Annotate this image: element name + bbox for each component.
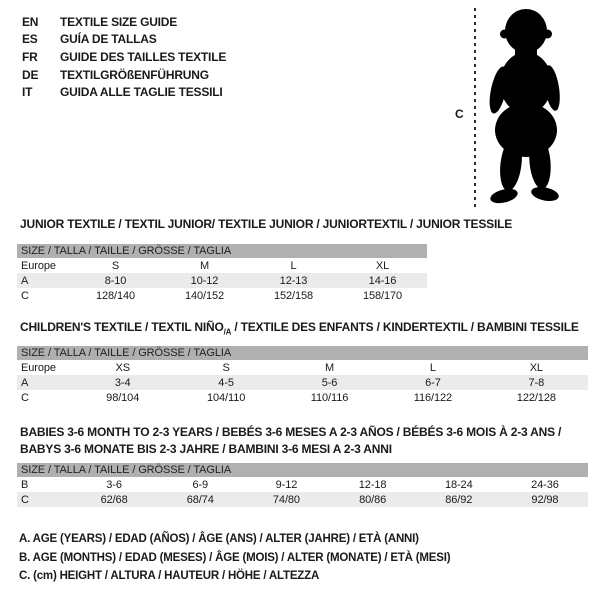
children-size-table bbox=[17, 346, 588, 405]
junior-size-table bbox=[17, 244, 427, 303]
months-value: 9-12 bbox=[275, 478, 298, 491]
row-label: A bbox=[21, 274, 29, 287]
size-column: S bbox=[111, 259, 120, 272]
height-value: 104/110 bbox=[206, 391, 246, 404]
size-column: XL bbox=[529, 361, 543, 374]
table-row-height bbox=[17, 288, 427, 303]
row-label: A bbox=[21, 376, 29, 389]
children-section-heading bbox=[20, 320, 579, 336]
language-row-fr bbox=[22, 48, 226, 66]
height-value: 122/128 bbox=[516, 391, 556, 404]
size-column: M bbox=[199, 259, 210, 272]
size-column: S bbox=[222, 361, 230, 374]
table-row-age bbox=[17, 273, 427, 288]
language-code: IT bbox=[22, 85, 33, 100]
language-code: EN bbox=[22, 14, 39, 29]
guide-title: GUIDE DES TAILLES TEXTILE bbox=[60, 49, 227, 64]
row-label: C bbox=[21, 493, 29, 506]
language-row-es bbox=[22, 31, 226, 49]
language-row-it bbox=[22, 83, 226, 101]
table-row-age bbox=[17, 375, 588, 390]
size-column: M bbox=[324, 361, 335, 374]
height-value: 68/74 bbox=[186, 493, 214, 506]
children-heading-post: / TEXTILE DES ENFANTS / KINDERTEXTIL / BAMBINI TESSILE bbox=[231, 320, 579, 334]
language-code: DE bbox=[22, 67, 39, 82]
language-title-list bbox=[22, 13, 226, 101]
height-value: 92/98 bbox=[531, 493, 559, 506]
height-measure-label: C bbox=[455, 107, 464, 121]
guide-title: TEXTILGRÖßENFÜHRUNG bbox=[60, 67, 209, 82]
guide-title: TEXTILE SIZE GUIDE bbox=[60, 14, 178, 29]
months-value: 6-9 bbox=[192, 478, 209, 491]
babies-size-table bbox=[17, 463, 588, 507]
height-value: 128/140 bbox=[95, 289, 136, 302]
age-value: 7-8 bbox=[528, 376, 545, 389]
height-value: 110/116 bbox=[310, 391, 349, 404]
age-value: 4-5 bbox=[218, 376, 234, 389]
table-row-height bbox=[17, 390, 588, 405]
height-value: 80/86 bbox=[359, 493, 387, 506]
age-value: 6-7 bbox=[425, 376, 441, 389]
size-column: L bbox=[429, 361, 436, 374]
height-value: 152/158 bbox=[273, 289, 314, 302]
height-dotted-line bbox=[474, 8, 476, 208]
height-value: 74/80 bbox=[272, 493, 300, 506]
height-value: 140/152 bbox=[184, 289, 225, 302]
size-column: XL bbox=[375, 259, 390, 272]
children-heading-sub: /A bbox=[223, 327, 232, 337]
language-row-en bbox=[22, 13, 226, 31]
size-column: L bbox=[290, 259, 297, 272]
size-header-bar: SIZE / TALLA / TAILLE / GRÖSSE / TAGLIA bbox=[17, 463, 588, 477]
language-code: ES bbox=[22, 32, 38, 47]
height-value: 62/68 bbox=[100, 493, 128, 506]
baby-silhouette-icon bbox=[482, 6, 568, 206]
babies-heading-line2: BABYS 3-6 MONATE BIS 2-3 JAHRE / BAMBINI 3-6 MESI A 2-3 ANNI bbox=[20, 441, 392, 456]
months-value: 24-36 bbox=[531, 478, 559, 491]
guide-title: GUIDA ALLE TAGLIE TESSILI bbox=[60, 85, 223, 100]
table-row-months bbox=[17, 477, 588, 492]
months-value: 12-18 bbox=[358, 478, 387, 491]
height-value: 86/92 bbox=[445, 493, 473, 506]
children-heading-pre: CHILDREN'S TEXTILE / TEXTIL NIÑO bbox=[20, 320, 224, 334]
age-value: 3-4 bbox=[114, 376, 131, 389]
footnote-age-years: A. AGE (YEARS) / EDAD (AÑOS) / ÂGE (ANS) / ALTER (JAHRE) / ETÀ (ANNI) bbox=[19, 533, 419, 545]
footnote-height-cm: C. (cm) HEIGHT / ALTURA / HAUTEUR / HÖHE / ALTEZZA bbox=[19, 570, 320, 583]
table-row-columns bbox=[17, 258, 427, 273]
months-value: 3-6 bbox=[106, 478, 122, 491]
row-label: C bbox=[21, 391, 29, 404]
language-code: FR bbox=[22, 49, 38, 64]
babies-section-heading bbox=[20, 424, 561, 457]
babies-heading-line1: BABIES 3-6 MONTH TO 2-3 YEARS / BEBÉS 3-6 MESES A 2-3 AÑOS / BÉBÉS 3-6 MOIS À 2-3 ANS / bbox=[20, 425, 562, 439]
footnote-age-months: B. AGE (MONTHS) / EDAD (MESES) / ÂGE (MOIS) / ALTER (MONATE) / ETÀ (MESI) bbox=[19, 551, 451, 564]
size-column: XS bbox=[115, 361, 130, 374]
footnote-legend bbox=[19, 530, 450, 586]
table-row-columns bbox=[17, 360, 588, 375]
size-header-bar: SIZE / TALLA / TAILLE / GRÖSSE / TAGLIA bbox=[17, 346, 588, 360]
row-label: B bbox=[21, 478, 29, 491]
age-value: 10-12 bbox=[190, 274, 219, 287]
height-value: 98/104 bbox=[106, 391, 140, 404]
guide-title: GUÍA DE TALLAS bbox=[60, 32, 157, 47]
junior-section-heading: JUNIOR TEXTILE / TEXTIL JUNIOR/ TEXTILE JUNIOR / JUNIORTEXTIL / JUNIOR TESSILE bbox=[20, 217, 513, 231]
table-row-height bbox=[17, 492, 588, 507]
row-label: Europe bbox=[21, 259, 56, 272]
size-header-bar: SIZE / TALLA / TAILLE / GRÖSSE / TAGLIA bbox=[17, 244, 427, 258]
height-value: 116/122 bbox=[413, 391, 453, 404]
language-row-de bbox=[22, 66, 226, 84]
row-label: Europe bbox=[21, 361, 56, 374]
age-value: 12-13 bbox=[279, 274, 308, 287]
age-value: 14-16 bbox=[368, 274, 397, 287]
age-value: 8-10 bbox=[104, 274, 127, 287]
months-value: 18-24 bbox=[444, 478, 473, 491]
age-value: 5-6 bbox=[321, 376, 338, 389]
row-label: C bbox=[21, 289, 29, 302]
height-value: 158/170 bbox=[362, 289, 403, 302]
